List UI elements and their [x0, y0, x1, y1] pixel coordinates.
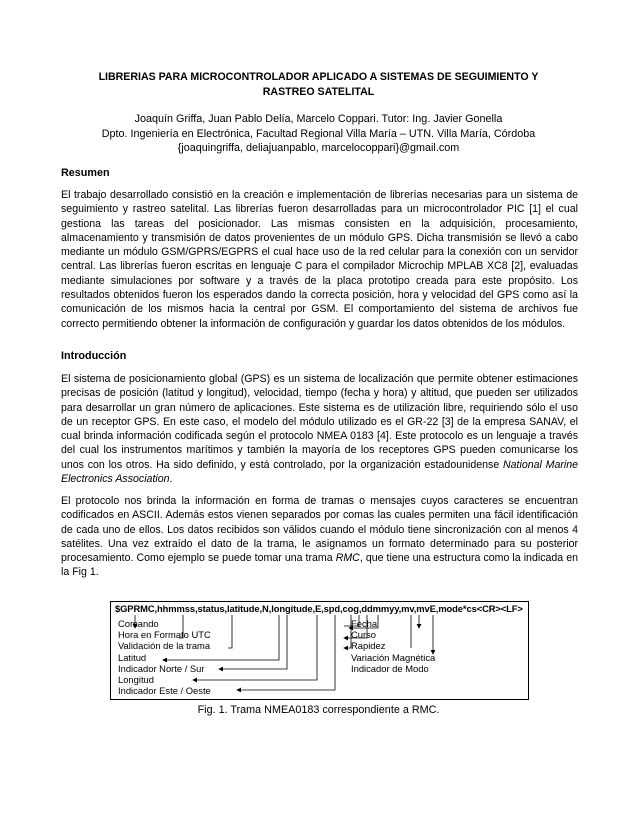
abstract-heading: Resumen — [61, 167, 110, 179]
right-label-4: Indicador de Modo — [351, 663, 429, 674]
intro-p2-text: El protocolo nos brinda la información en forma de tramas o mensajes cuyos caracteres se encuentran codificados en ASCII. Además estos vienen separados por comas las cuales permiten una fácil identificación de cada uno de ellos. Los datos recibidos son válidos cuando el módulo tiene sincronización con al menos 4 satélites. Una vez extraído el dato de la trama, le asignamos un formato determinado para su posterior procesamiento. Como ejemplo se puede tomar una trama — [61, 495, 578, 565]
title-line-1: LIBRERIAS PARA MICROCONTROLADOR APLICADO A SISTEMAS DE SEGUIMIENTO Y — [98, 71, 539, 83]
paper-title — [70, 70, 567, 99]
left-label-4: Indicador Norte / Sur — [118, 663, 205, 674]
right-label-0: Fecha — [351, 618, 378, 629]
author-affiliation: Dpto. Ingeniería en Electrónica, Facultad Regional Villa María – UTN. Villa María, Córdoba — [101, 127, 536, 140]
intro-paragraph-2 — [61, 494, 578, 580]
author-names: Joaquín Griffa, Juan Pablo Delía, Marcelo Coppari. Tutor: Ing. Javier Gonella — [134, 113, 503, 125]
figure-caption: Fig. 1. Trama NMEA0183 correspondiente a RMC. — [197, 704, 440, 716]
intro-p1-text: El sistema de posicionamiento global (GPS) es un sistema de localización que permite obtener estimaciones precisas de posición (latitud y longitud), velocidad, tiempo (fecha y hora) y altitud, que pueden ser utilizados para desarrollar un gran número de aplicaciones. Este sistema es de utilización libre, requiriendo sólo el uso de un receptor GPS. En este caso, el modelo del módulo utilizado es el GR-22 [3] de la empresa SANAV, el cual brinda información codificada según el protocolo NMEA 0183 [4]. Este protocolo es un lenguaje a través del cual los instrumentos marítimos y también la mayoría de los receptores GPS pueden comunicarse los unos con los otros. Ha sido definido, y está controlado, por la organización estadounidense — [61, 373, 578, 471]
author-emails: {joaquingriffa, deliajuanpablo, marcelocoppari}@gmail.com — [177, 142, 460, 155]
right-label-1: Curso — [351, 629, 377, 640]
intro-p2-end: , que tiene una estructura como la indicada en la Fig 1. — [61, 552, 578, 579]
introduction-heading: Introducción — [61, 350, 127, 362]
author-block — [40, 112, 597, 156]
left-label-3: Latitud — [118, 652, 147, 663]
figure-rmc-diagram — [110, 601, 529, 700]
intro-p1-end: . — [169, 473, 173, 486]
left-label-5: Longitud — [118, 674, 154, 685]
title-line-2: RASTREO SATELITAL — [262, 85, 375, 98]
left-label-2: Validación de la trama — [118, 640, 211, 651]
intro-p1-italic: National Marine Electronics Association — [61, 458, 578, 486]
right-label-2: Rapidez — [351, 640, 386, 651]
left-label-6: Indicador Este / Oeste — [118, 685, 211, 696]
left-label-1: Hora en Formato UTC — [118, 629, 211, 640]
intro-p2-italic: RMC — [335, 552, 360, 565]
abstract-text: El trabajo desarrollado consistió en la creación e implementación de librerías necesarias para un sistema de seguimiento y rastreo satelital. Las librerías fueron desarrolladas para un microcontrolador PIC [1] el cual gestiona las tareas del posicionador. Las mismas consisten en la adquisición, procesamiento, almacenamiento y transmisión de datos provenientes de un módulo GPS. Dicha transmisión se llevó a cabo mediante un módulo GSM/GPRS/EGPRS el cual hace uso de la red celular para la conexión con un servidor central. Las librerías fueron escritas en lenguaje C para el compilador Microchip MPLAB XC8 [2], evaluadas mediante simulaciones por software y a través de la placa prototipo creada para este propósito. Los resultados obtenidos fueron los esperados dando la correcta posición, hora y velocidad del GPS como así la comunicación de los mismos hacia la central por GSM. El comportamiento del sistema de archivos fue correcto permitiendo obtener la información de configuración y guardar los datos obtenidos de los módulos. — [61, 189, 578, 330]
left-label-0: Comando — [118, 618, 159, 629]
nmea-sentence: $GPRMC,hhmmss,status,latitude,N,longitude,E,spd,cog,ddmmyy,mv,mvE,mode*cs<CR><LF> — [115, 603, 523, 614]
intro-paragraph-1 — [61, 372, 578, 486]
right-label-3: Variación Magnética — [351, 652, 436, 663]
